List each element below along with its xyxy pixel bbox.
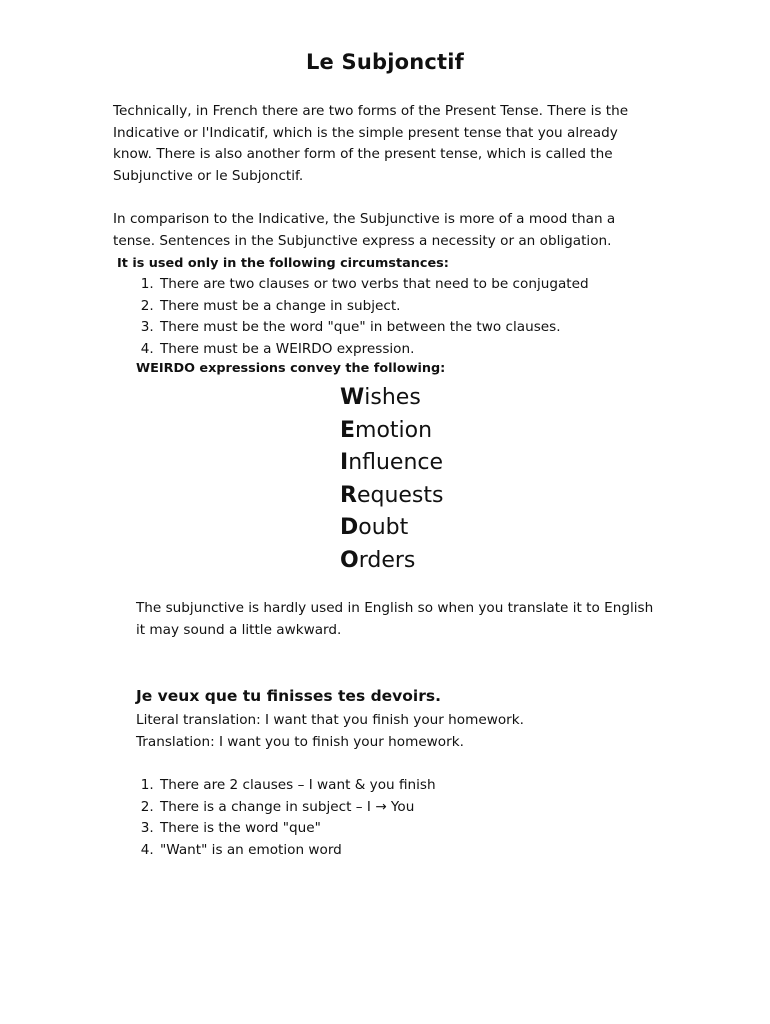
- weirdo-item: [340, 382, 443, 415]
- weirdo-initial: O: [340, 547, 359, 573]
- literal-translation: Literal translation: I want that you finish your homework.: [136, 712, 524, 728]
- weirdo-item: [340, 480, 443, 513]
- weirdo-item: [340, 512, 443, 545]
- example-sentence: Je veux que tu finisses tes devoirs.: [136, 687, 441, 705]
- weirdo-heading: WEIRDO expressions convey the following:: [136, 361, 446, 376]
- list-item: 3. There is the word "que": [158, 818, 718, 840]
- weirdo-item: [340, 545, 443, 578]
- weirdo-initial: I: [340, 450, 349, 475]
- reasons-list: [113, 775, 718, 862]
- list-item: 2. There is a change in subject – I → You: [158, 797, 718, 819]
- intro-paragraph: Technically, in French there are two forms of the Present Tense. There is the Indicative or l'Indicatif, which is the simple present tense that you already know. There is also another form of the present tense, which is called the Subjunctive or le Subjonctif.: [113, 103, 629, 185]
- weirdo-rest: ishes: [364, 385, 421, 410]
- list-item: 4. There must be a WEIRDO expression.: [158, 339, 718, 361]
- weirdo-initial: D: [340, 515, 359, 540]
- list-item: 4. "Want" is an emotion word: [158, 840, 718, 862]
- comparison-paragraph: In comparison to the Indicative, the Subjunctive is more of a mood than a tense. Sentences in the Subjunctive express a necessity or an obligation.: [113, 211, 616, 249]
- list-item: 3. There must be the word "que" in between the two clauses.: [158, 317, 718, 339]
- circumstances-list: [113, 274, 718, 360]
- weirdo-item: [340, 447, 443, 480]
- page-title: Le Subjonctif: [305, 50, 465, 74]
- weirdo-item: [340, 415, 443, 448]
- weirdo-rest: oubt: [358, 515, 409, 540]
- weirdo-list: [340, 382, 443, 577]
- weirdo-rest: nfluence: [348, 450, 444, 475]
- weirdo-initial: R: [340, 482, 357, 508]
- list-item: 1. There are two clauses or two verbs that need to be conjugated: [158, 274, 718, 296]
- weirdo-rest: rders: [358, 547, 416, 573]
- circumstances-heading: It is used only in the following circumstances:: [117, 256, 449, 271]
- translation: Translation: I want you to finish your homework.: [136, 734, 464, 750]
- list-item: 2. There must be a change in subject.: [158, 296, 718, 318]
- english-note-paragraph: The subjunctive is hardly used in English so when you translate it to English it may sound a little awkward.: [136, 600, 654, 638]
- weirdo-rest: motion: [355, 417, 433, 443]
- list-item: 1. There are 2 clauses – I want & you finish: [158, 775, 718, 797]
- weirdo-initial: E: [340, 417, 356, 443]
- weirdo-initial: W: [340, 385, 365, 410]
- weirdo-rest: equests: [356, 482, 444, 508]
